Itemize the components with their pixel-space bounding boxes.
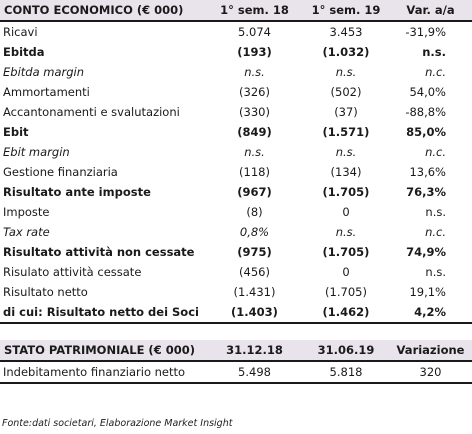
row-value-1: n.s. bbox=[244, 65, 265, 79]
table-row bbox=[0, 82, 472, 102]
table-row bbox=[0, 122, 472, 142]
table-gap bbox=[0, 324, 472, 340]
table-row bbox=[0, 202, 472, 222]
row-label: Imposte bbox=[3, 205, 50, 219]
header-col-3: Variazione bbox=[389, 340, 472, 361]
row-value-2: (1.032) bbox=[322, 45, 370, 59]
row-label: Gestione finanziaria bbox=[3, 165, 118, 179]
table-row bbox=[0, 282, 472, 302]
row-label: Tax rate bbox=[3, 225, 50, 239]
row-value-2: (1.571) bbox=[322, 125, 370, 139]
row-value-2: (1.462) bbox=[303, 302, 389, 323]
row-value-3: n.s. bbox=[422, 45, 446, 59]
row-value-3: -31,9% bbox=[405, 25, 446, 39]
row-value-3: n.c. bbox=[425, 225, 446, 239]
row-label: Accantonamenti e svalutazioni bbox=[3, 105, 180, 119]
row-value-3: 19,1% bbox=[409, 285, 446, 299]
row-label: di cui: Risultato netto dei Soci bbox=[0, 302, 206, 323]
row-label: Risultato attività non cessate bbox=[3, 245, 195, 259]
row-label: Ammortamenti bbox=[3, 85, 90, 99]
row-value-3: 13,6% bbox=[409, 165, 446, 179]
row-value-2: n.s. bbox=[335, 225, 357, 239]
income-statement-header bbox=[0, 0, 472, 21]
row-label: Ebitda bbox=[3, 45, 45, 59]
row-value-2: (502) bbox=[330, 85, 362, 99]
header-col-1: 31.12.18 bbox=[206, 340, 303, 361]
row-value-1: (326) bbox=[239, 85, 270, 99]
row-value-3: -88,8% bbox=[405, 105, 446, 119]
row-value-3: n.s. bbox=[425, 265, 446, 279]
row-value-3: 74,9% bbox=[406, 245, 446, 259]
row-value-3: 85,0% bbox=[406, 125, 446, 139]
row-value-1: (967) bbox=[237, 185, 272, 199]
row-value-3: 320 bbox=[389, 361, 472, 383]
row-value-2: (1.705) bbox=[322, 245, 370, 259]
row-value-1: (849) bbox=[237, 125, 272, 139]
table-row bbox=[0, 262, 472, 282]
row-value-2: 5.818 bbox=[303, 361, 389, 383]
table-row bbox=[0, 182, 472, 202]
row-value-1: (330) bbox=[239, 105, 270, 119]
table-row bbox=[0, 222, 472, 242]
row-value-1: (1.403) bbox=[206, 302, 303, 323]
row-value-2: n.s. bbox=[335, 145, 357, 159]
row-value-3: 54,0% bbox=[409, 85, 446, 99]
row-value-2: 0 bbox=[342, 205, 350, 219]
row-value-2: (37) bbox=[334, 105, 358, 119]
table-row bbox=[0, 102, 472, 122]
row-value-2: (1.705) bbox=[322, 185, 370, 199]
balance-sheet-header bbox=[0, 340, 472, 361]
row-label: Ebit margin bbox=[3, 145, 70, 159]
source-footnote: Fonte:dati societari, Elaborazione Market Insight bbox=[2, 418, 233, 429]
row-value-1: 5.498 bbox=[206, 361, 303, 383]
row-label: Ebit bbox=[3, 125, 29, 139]
row-value-1: (1.431) bbox=[233, 285, 276, 299]
header-label: CONTO ECONOMICO (€ 000) bbox=[0, 0, 206, 21]
row-label: Ricavi bbox=[3, 25, 38, 39]
row-value-2: 3.453 bbox=[329, 25, 363, 39]
row-value-2: (134) bbox=[330, 165, 362, 179]
row-value-1: 5.074 bbox=[238, 25, 271, 39]
header-col-2: 1° sem. 19 bbox=[303, 0, 389, 21]
row-label: Risulato attività cessate bbox=[3, 265, 142, 279]
balance-sheet-table bbox=[0, 340, 472, 384]
row-value-1: (193) bbox=[237, 45, 272, 59]
table-row bbox=[0, 62, 472, 82]
row-label: Ebitda margin bbox=[3, 65, 85, 79]
row-value-3: n.c. bbox=[425, 145, 446, 159]
row-label: Indebitamento finanziario netto bbox=[0, 361, 206, 383]
row-value-1: 0,8% bbox=[239, 225, 270, 239]
row-label: Risultato ante imposte bbox=[3, 185, 151, 199]
row-value-3: 4,2% bbox=[389, 302, 472, 323]
row-value-1: (118) bbox=[239, 165, 270, 179]
row-value-3: 76,3% bbox=[406, 185, 446, 199]
row-value-3: n.c. bbox=[425, 65, 446, 79]
row-value-2: n.s. bbox=[335, 65, 357, 79]
row-value-2: (1.705) bbox=[325, 285, 367, 299]
table-row bbox=[0, 42, 472, 62]
table-row bbox=[0, 242, 472, 262]
table-row bbox=[0, 361, 472, 383]
row-value-2: 0 bbox=[342, 265, 350, 279]
row-value-1: n.s. bbox=[244, 145, 265, 159]
table-row bbox=[0, 21, 472, 42]
header-col-3: Var. a/a bbox=[389, 0, 472, 21]
row-value-1: (456) bbox=[239, 265, 270, 279]
row-value-1: (8) bbox=[246, 205, 263, 219]
row-label: Risultato netto bbox=[3, 285, 88, 299]
header-label: STATO PATRIMONIALE (€ 000) bbox=[0, 340, 206, 361]
row-value-3: n.s. bbox=[425, 205, 446, 219]
row-value-1: (975) bbox=[237, 245, 272, 259]
header-col-2: 31.06.19 bbox=[303, 340, 389, 361]
table-row bbox=[0, 162, 472, 182]
table-row bbox=[0, 142, 472, 162]
table-row bbox=[0, 302, 472, 323]
header-col-1: 1° sem. 18 bbox=[206, 0, 303, 21]
